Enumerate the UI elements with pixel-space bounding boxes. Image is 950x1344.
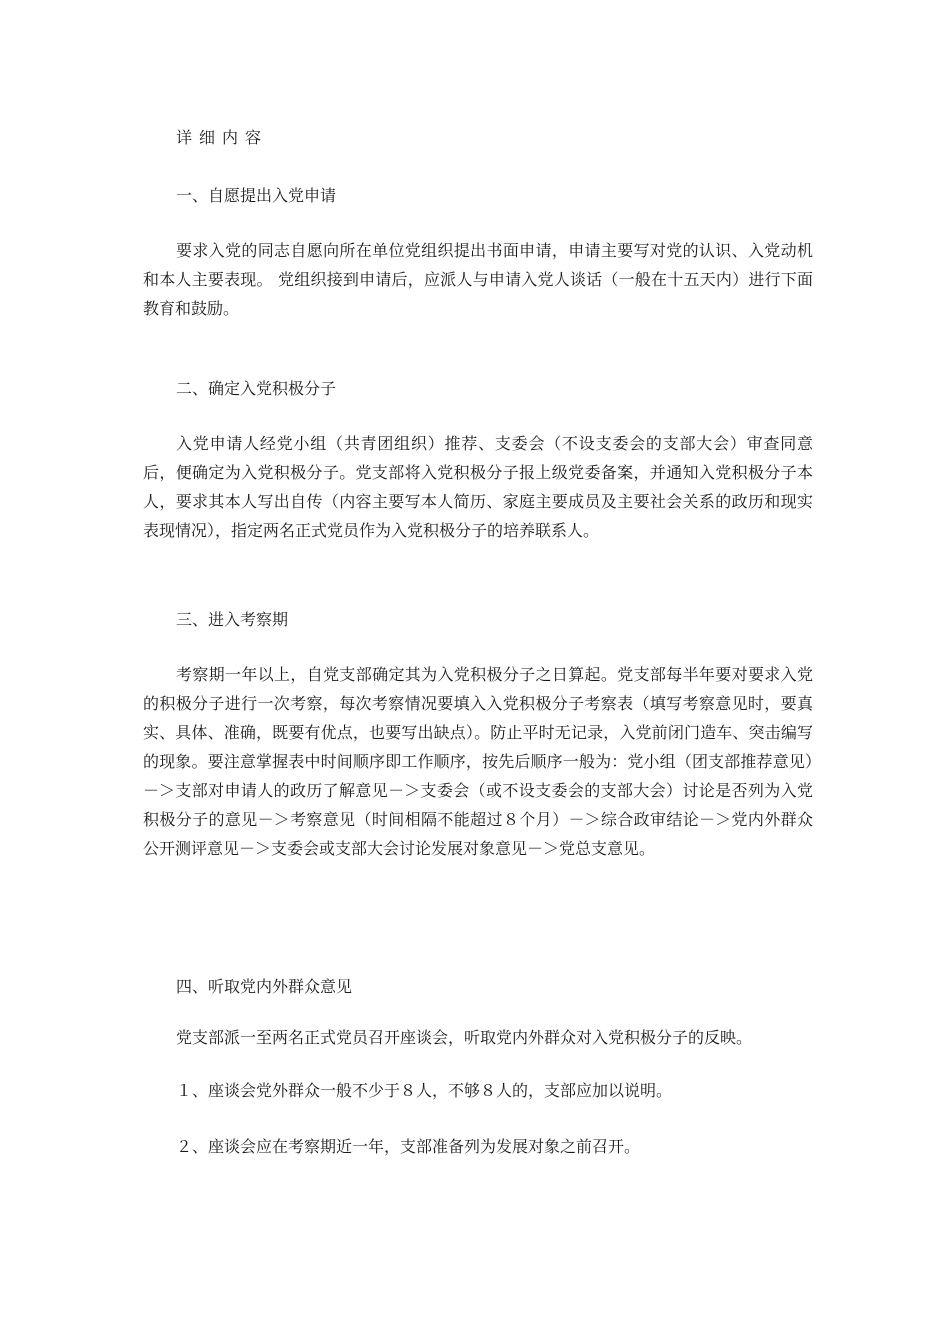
list-item: １、座谈会党外群众一般不少于８人，不够８人的，支部应加以说明。 — [176, 1081, 673, 1100]
section-2-body: 入党申请人经党小组（共青团组织）推荐、支委会（不设支委会的支部大会）审查同意后，便确定为入党积极分子。党支部将入党积极分子报上级党委备案，并通知入党积极分子本人，要求其本人写出自传（内容主要写本人简历、家庭主要成员及主要社会关系的政历和现实表现情况），指定两名正式党员作为入党积极分子的培养联系人。 — [143, 434, 813, 540]
section-1-body: 要求入党的同志自愿向所在单位党组织提出书面申请，申请主要写对党的认识、入党动机和本人主要表现。 党组织接到申请后，应派人与申请入党人谈话（一般在十五天内）进行下面教育和鼓励。 — [143, 241, 813, 318]
list-item: ２、座谈会应在考察期近一年，支部准备列为发展对象之前召开。 — [176, 1137, 641, 1156]
section-4-body: 党支部派一至两名正式党员召开座谈会，听取党内外群众对入党积极分子的反映。 — [176, 1028, 753, 1047]
section-1-heading: 一、自愿提出入党申请 — [176, 186, 337, 205]
document-title: 详细内容 — [176, 128, 269, 147]
section-4-heading: 四、听取党内外群众意见 — [176, 977, 353, 996]
section-3-heading: 三、进入考察期 — [176, 610, 289, 629]
section-2-heading: 二、确定入党积极分子 — [176, 379, 337, 398]
section-3-body: 考察期一年以上，自党支部确定其为入党积极分子之日算起。党支部每半年要对要求入党的积极分子进行一次考察，每次考察情况要填入入党积极分子考察表（填写考察意见时，要真实、具体、准确，既要有优点，也要写出缺点）。防止平时无记录，入党前闭门造车、突击编写的现象。要注意掌握表中时间顺序即工作顺序，按先后顺序一般为：党小组（团支部推荐意见）－＞支部对申请人的政历了解意见－＞支委会（或不设支委会的支部大会）讨论是否列为入党积极分子的意见－＞考察意见（时间相隔不能超过８个月）－＞综合政审结论－＞党内外群众公开测评意见－＞支委会或支部大会讨论发展对象意见－＞党总支意见。 — [143, 665, 813, 858]
